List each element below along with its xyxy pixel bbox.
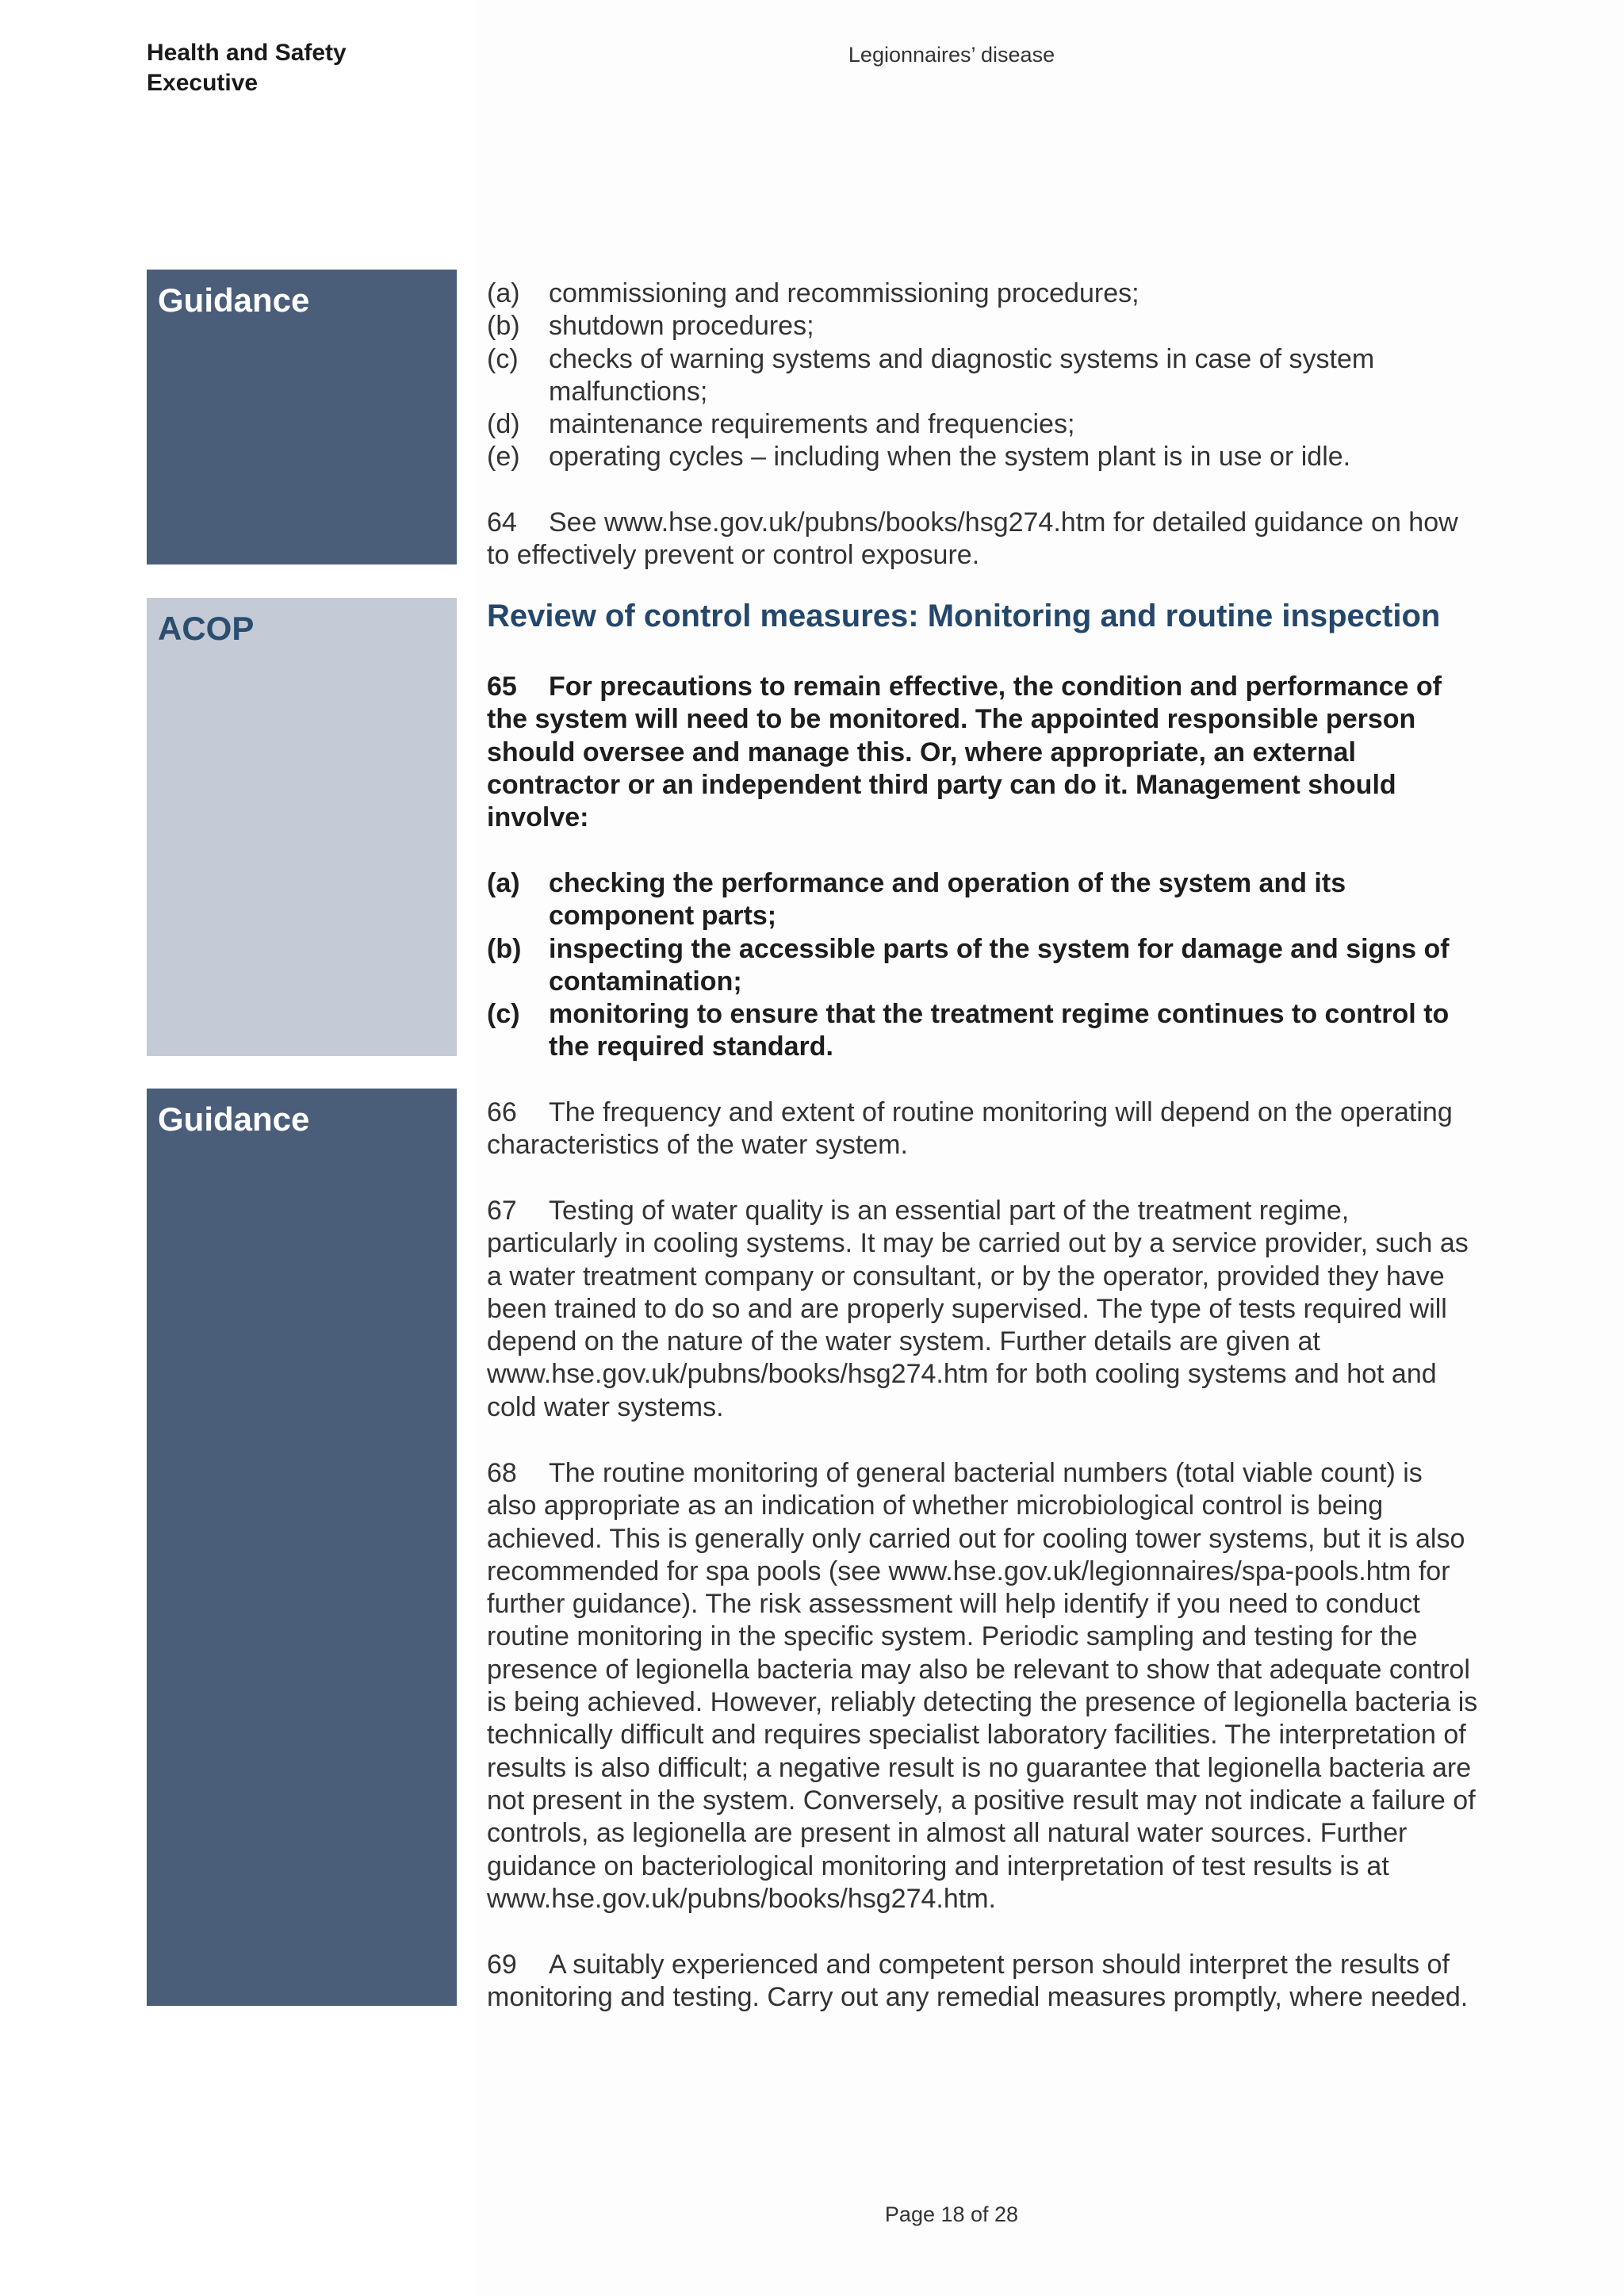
list-marker: (a) <box>487 278 520 308</box>
list-text: monitoring to ensure that the treatment regime continues to control to the required standard. <box>549 999 1450 1062</box>
section-heading: Review of control measures: Monitoring and routine inspection <box>487 599 1441 633</box>
list-item <box>487 310 1478 342</box>
list-marker: (b) <box>487 311 520 342</box>
page-number: Page 18 of 28 <box>884 2202 1019 2226</box>
list-text: commissioning and recommissioning procedures; <box>549 278 1139 308</box>
list-text: operating cycles – including when the system plant is in use or idle. <box>549 442 1351 473</box>
paragraph-number: 67 <box>487 1196 517 1226</box>
paragraph-text: See www.hse.gov.uk/pubns/books/hsg274.htm for detailed guidance on how to effectively prevent or control exposure. <box>487 507 1458 571</box>
list-text: checking the performance and operation of the system and its component parts; <box>549 868 1346 932</box>
paragraph-text: A suitably experienced and competent person should interpret the results of monitoring and testing. Carry out any remedial measures promptly, where needed. <box>487 1950 1469 2013</box>
guidance-section-1 <box>487 277 1478 474</box>
list-item <box>487 277 1478 310</box>
procedures-list <box>487 277 1478 474</box>
acop-label-box <box>147 598 457 1056</box>
list-marker: (d) <box>487 409 520 440</box>
organisation-name-line-2: Executive <box>147 70 259 96</box>
list-marker: (c) <box>487 343 519 374</box>
guidance-label-box-1 <box>147 270 457 564</box>
list-item <box>487 343 1478 409</box>
list-text: inspecting the accessible parts of the system for damage and signs of contamination; <box>549 933 1450 997</box>
guidance-label: Guidance <box>158 1100 310 1138</box>
paragraph-number: 69 <box>487 1950 517 1980</box>
list-marker: (e) <box>487 442 520 473</box>
paragraph-text: The frequency and extent of routine monitoring will depend on the operating characteristics of the water system. <box>487 1097 1453 1161</box>
paragraph-66 <box>487 1096 1478 1162</box>
paragraph-text: Testing of water quality is an essential part of the treatment regime, particularly in cooling systems. It may be carried out by a service provider, such as a water treatment company or consultant, or by the operator, provided they have been trained to do so and are properly supervised. The type of tests required will depend on the nature of the water system. Further details are given at www.hse.gov.uk/pubns/books/hsg274.htm for both cooling systems and hot and cold water systems. <box>487 1196 1469 1422</box>
paragraph-67 <box>487 1195 1478 1424</box>
paragraph-number: 64 <box>487 507 517 538</box>
document-title: Legionnaires’ disease <box>848 43 1055 67</box>
list-item <box>487 441 1478 473</box>
paragraph-65 <box>487 671 1478 834</box>
list-marker: (b) <box>487 933 522 964</box>
list-item <box>487 933 1478 999</box>
list-text: checks of warning systems and diagnostic systems in case of system malfunctions; <box>549 343 1375 407</box>
paragraph-69 <box>487 1949 1478 2015</box>
paragraph-text: The routine monitoring of general bacterial numbers (total viable count) is also appropriate as an indication of whether microbiological control is being achieved. This is generally only carried out for cooling tower systems, but it is also recommended for spa pools (see www.hse.gov.uk/legionnaires/spa-pools.htm for further guidance). The risk assessment will help identify if you need to conduct routine monitoring in the specific system. Periodic sampling and testing for the presence of legionella bacteria may also be relevant to show that adequate control is being achieved. However, reliably detecting the presence of legionella bacteria is technically difficult and requires specialist laboratory facilities. The interpretation of results is also difficult; a negative result is no guarantee that legionella bacteria are not present in the system. Conversely, a positive result may not indicate a failure of controls, as legionella are present in almost all natural water sources. Further guidance on bacteriological monitoring and interpretation of test results is at www.hse.gov.uk/pubns/books/hsg274.htm. <box>487 1458 1478 1914</box>
list-marker: (c) <box>487 999 520 1030</box>
paragraph-68 <box>487 1457 1478 1915</box>
paragraph-number: 68 <box>487 1458 517 1488</box>
guidance-label-box-2 <box>147 1089 457 2006</box>
organisation-name-line-1: Health and Safety <box>147 40 347 66</box>
list-item <box>487 998 1478 1064</box>
list-item <box>487 408 1478 441</box>
list-marker: (a) <box>487 868 520 898</box>
list-text: shutdown procedures; <box>549 311 814 342</box>
guidance-label: Guidance <box>158 281 310 319</box>
paragraph-number: 66 <box>487 1097 517 1127</box>
paragraph-64 <box>487 507 1478 572</box>
paragraph-text: For precautions to remain effective, the condition and performance of the system will need to be monitored. The appointed responsible person should oversee and manage this. Or, where appropriate, an external contractor or an independent third party can do it. Management should involve: <box>487 672 1442 833</box>
paragraph-number: 65 <box>487 672 517 702</box>
acop-management-list <box>487 867 1478 1064</box>
list-text: maintenance requirements and frequencies; <box>549 409 1075 440</box>
acop-label: ACOP <box>158 610 255 647</box>
organisation-name <box>147 38 464 98</box>
list-item <box>487 867 1478 933</box>
